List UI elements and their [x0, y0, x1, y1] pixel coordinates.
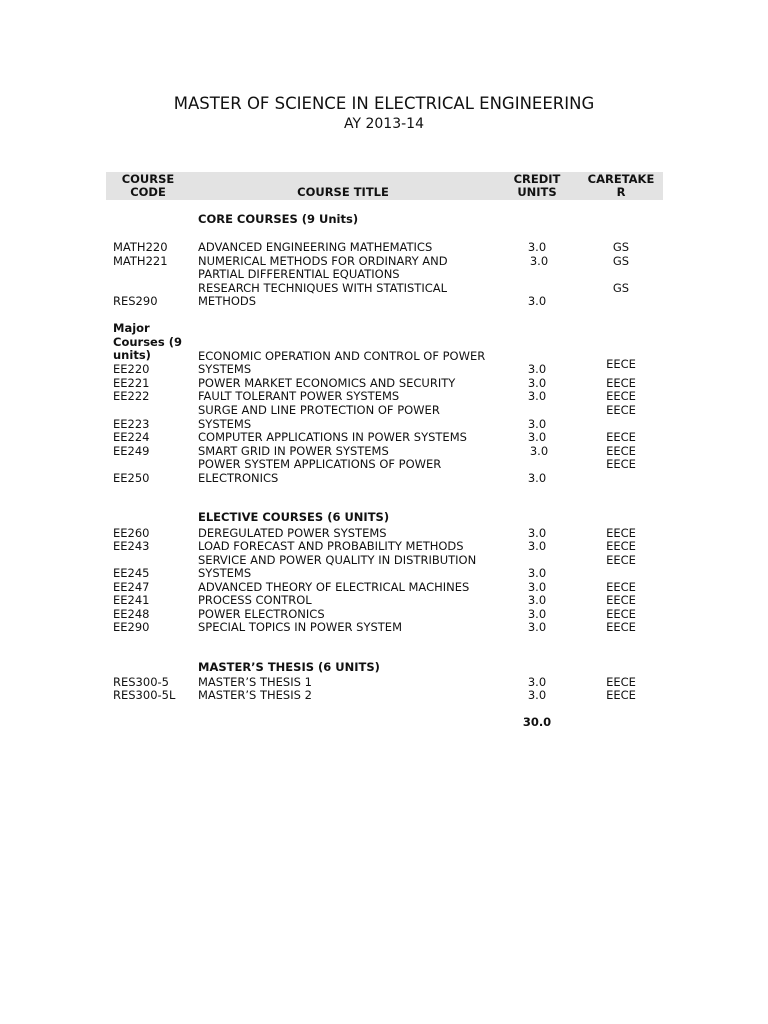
credit-units: 3.0: [527, 620, 547, 634]
caretaker: EECE: [606, 675, 636, 689]
header-course-code: [113, 173, 183, 199]
course-code: RES300-5L: [113, 688, 176, 702]
credit-units: 3.0: [527, 539, 547, 553]
course-code: EE245: [113, 566, 150, 580]
credit-units: 3.0: [527, 593, 547, 607]
credit-units: 3.0: [527, 471, 547, 485]
credit-units: 3.0: [527, 240, 547, 254]
credit-units: 3.0: [527, 526, 547, 540]
academic-year: AY 2013-14: [344, 116, 424, 132]
caretaker: GS: [612, 254, 630, 268]
credit-units: 3.0: [527, 294, 547, 308]
header-course-title: COURSE TITLE: [297, 185, 389, 199]
header-caretaker-line2: R: [616, 185, 626, 199]
major-section-heading-cont: Courses (9: [113, 335, 182, 349]
course-title: SPECIAL TOPICS IN POWER SYSTEM: [198, 620, 402, 634]
caretaker: GS: [612, 281, 630, 295]
course-code: EE221: [113, 376, 150, 390]
course-title: PROCESS CONTROL: [198, 593, 312, 607]
header-code-line1: COURSE: [121, 172, 175, 186]
course-title: COMPUTER APPLICATIONS IN POWER SYSTEMS: [198, 430, 467, 444]
course-title-cont: SYSTEMS: [198, 566, 252, 580]
elective-section-heading: ELECTIVE COURSES (6 UNITS): [198, 510, 390, 524]
course-title: SERVICE AND POWER QUALITY IN DISTRIBUTION: [198, 553, 477, 567]
credit-units: 3.0: [529, 254, 549, 268]
header-caretaker: [586, 173, 656, 199]
course-title-cont: SYSTEMS: [198, 417, 252, 431]
credit-units: 3.0: [527, 362, 547, 376]
credit-units: 3.0: [527, 688, 547, 702]
course-title: POWER MARKET ECONOMICS AND SECURITY: [198, 376, 456, 390]
course-title: ECONOMIC OPERATION AND CONTROL OF POWER: [198, 349, 486, 363]
credit-units: 3.0: [527, 417, 547, 431]
major-section-heading: Major: [113, 321, 150, 335]
major-section-heading-cont: units): [113, 348, 151, 362]
credit-units: 3.0: [527, 607, 547, 621]
course-code: EE290: [113, 620, 150, 634]
course-title-cont: SYSTEMS: [198, 362, 252, 376]
caretaker: EECE: [606, 593, 636, 607]
caretaker: EECE: [606, 688, 636, 702]
caretaker: EECE: [606, 526, 636, 540]
course-title: FAULT TOLERANT POWER SYSTEMS: [198, 389, 400, 403]
course-code: EE223: [113, 417, 150, 431]
course-title: RESEARCH TECHNIQUES WITH STATISTICAL: [198, 281, 448, 295]
credit-units: 3.0: [527, 580, 547, 594]
header-credit-line1: CREDIT: [513, 172, 561, 186]
caretaker: EECE: [606, 607, 636, 621]
caretaker: EECE: [606, 376, 636, 390]
course-code: EE249: [113, 444, 150, 458]
course-code: RES300-5: [113, 675, 169, 689]
course-title-cont: PARTIAL DIFFERENTIAL EQUATIONS: [198, 267, 400, 281]
header-code-line2: CODE: [130, 185, 166, 199]
course-code: EE247: [113, 580, 150, 594]
course-title-cont: ELECTRONICS: [198, 471, 279, 485]
course-code: EE243: [113, 539, 150, 553]
course-title: POWER ELECTRONICS: [198, 607, 325, 621]
document-title: MASTER OF SCIENCE IN ELECTRICAL ENGINEERING: [173, 94, 595, 113]
course-title: SURGE AND LINE PROTECTION OF POWER: [198, 403, 440, 417]
course-title: ADVANCED ENGINEERING MATHEMATICS: [198, 240, 433, 254]
course-title: POWER SYSTEM APPLICATIONS OF POWER: [198, 457, 442, 471]
course-code: EE224: [113, 430, 150, 444]
course-title-cont: METHODS: [198, 294, 257, 308]
course-title: DEREGULATED POWER SYSTEMS: [198, 526, 387, 540]
total-units: 30.0: [522, 715, 552, 729]
caretaker: GS: [612, 240, 630, 254]
caretaker: EECE: [606, 580, 636, 594]
header-credit-line2: UNITS: [517, 185, 557, 199]
caretaker: EECE: [606, 430, 636, 444]
course-code: MATH220: [113, 240, 168, 254]
header-credit-units: [510, 173, 564, 199]
caretaker: EECE: [606, 444, 636, 458]
caretaker: EECE: [606, 357, 636, 371]
course-title: ADVANCED THEORY OF ELECTRICAL MACHINES: [198, 580, 470, 594]
course-title: MASTER’S THESIS 2: [198, 688, 312, 702]
caretaker: EECE: [606, 389, 636, 403]
credit-units: 3.0: [527, 566, 547, 580]
core-section-heading: CORE COURSES (9 Units): [198, 212, 359, 226]
credit-units: 3.0: [527, 430, 547, 444]
course-code: EE222: [113, 389, 150, 403]
credit-units: 3.0: [527, 389, 547, 403]
course-code: MATH221: [113, 254, 168, 268]
course-title: LOAD FORECAST AND PROBABILITY METHODS: [198, 539, 464, 553]
caretaker: EECE: [606, 457, 636, 471]
course-title: NUMERICAL METHODS FOR ORDINARY AND: [198, 254, 448, 268]
course-code: EE250: [113, 471, 150, 485]
course-title: MASTER’S THESIS 1: [198, 675, 312, 689]
credit-units: 3.0: [527, 675, 547, 689]
caretaker: EECE: [606, 403, 636, 417]
header-caretaker-line1: CARETAKE: [587, 172, 655, 186]
credit-units: 3.0: [529, 444, 549, 458]
course-code: RES290: [113, 294, 158, 308]
course-code: EE241: [113, 593, 150, 607]
caretaker: EECE: [606, 553, 636, 567]
course-title: SMART GRID IN POWER SYSTEMS: [198, 444, 389, 458]
caretaker: EECE: [606, 539, 636, 553]
course-code: EE260: [113, 526, 150, 540]
caretaker: EECE: [606, 620, 636, 634]
course-code: EE248: [113, 607, 150, 621]
course-code: EE220: [113, 362, 150, 376]
thesis-section-heading: MASTER’S THESIS (6 UNITS): [198, 660, 380, 674]
credit-units: 3.0: [527, 376, 547, 390]
